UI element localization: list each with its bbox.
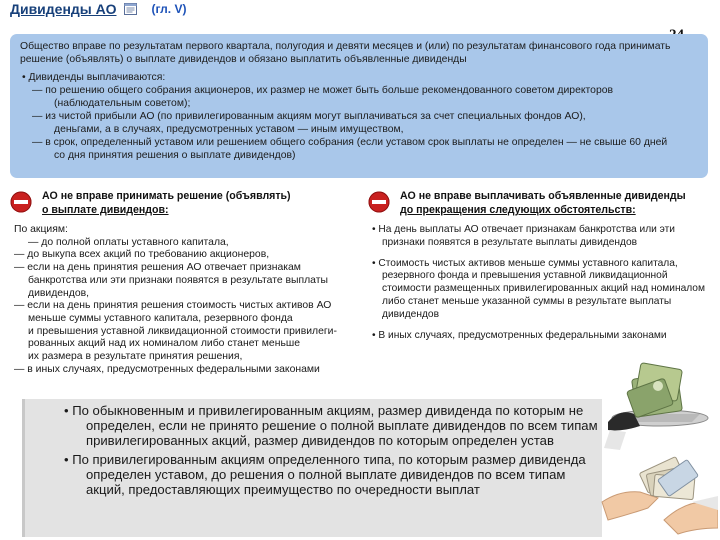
right-heading-line: АО не вправе выплачивать объявленные дивиденды <box>400 190 686 202</box>
left-column-heading <box>10 189 350 217</box>
info-item: со дня принятия решения о выплате дивидендов) <box>54 150 296 161</box>
left-heading-line: АО не вправе принимать решение (объявлять) <box>42 190 291 202</box>
list-item: — если на день принятия решения АО отвечает признакам <box>14 262 301 274</box>
list-item: банкротства или эти признаки появятся в результате выплаты <box>28 274 328 286</box>
money-platter-image <box>604 363 708 450</box>
info-paragraph: Общество вправе по результатам первого квартала, полугодия и девяти месяцев и (или) по результатам финансового года принимать решение (объявлять) о выплате дивидендов и обязано выплатить объявленные дивиденды <box>20 41 671 65</box>
hands-with-banknotes-image <box>602 457 718 534</box>
list-item: — если на день принятия решения стоимость чистых активов АО <box>14 300 332 312</box>
info-item: — в срок, определенный уставом или решением общего собрания (если уставом срок выплаты не определен — не свыше 60 дней <box>32 137 668 148</box>
no-entry-icon <box>10 191 32 213</box>
right-column-heading <box>368 189 708 217</box>
info-item: — по решению общего собрания акционеров, их размер не может быть больше рекомендованного советом директоров <box>32 85 614 96</box>
list-item: • По привилегированным акциям определенного типа, по которым размер дивиденда определен уставом, до решения о полной выплате дивидендов по всем типам акций, предоставляющих преимущество по очередности выплат <box>64 452 586 497</box>
list-item: • В иных случаях, предусмотренных федеральными законами <box>372 329 667 341</box>
no-entry-icon <box>368 191 390 213</box>
right-heading-line: до прекращения следующих обстоятельств: <box>400 204 636 216</box>
list-item: — до выкупа всех акций по требованию акционеров, <box>14 249 270 261</box>
right-prohibition-list <box>372 224 708 350</box>
list-item: • По обыкновенным и привилегированным акциям, размер дивиденда по которым не определен, если не принято решение о полной выплате дивидендов по всем типам привилегированных акций, размер дивидендов по которым определен устав <box>64 403 598 448</box>
info-item: (наблюдательным советом); <box>54 98 191 109</box>
list-item: • Стоимость чистых активов меньше суммы уставного капитала, резервного фонда и превышения уставной ликвидационной стоимости размещенных привилегированных акций над номиналом либо станет меньше указанной суммы в результате выплаты дивидендов <box>372 257 705 320</box>
page-title: Дивиденды АО <box>10 1 117 17</box>
left-prohibition-list <box>12 224 350 376</box>
info-item: деньгами, а в случаях, предусмотренных уставом — иным имуществом, <box>54 124 404 135</box>
left-heading-line: о выплате дивидендов: <box>42 204 169 216</box>
bottom-list <box>62 404 602 503</box>
left-heading-text <box>42 189 291 217</box>
list-item: и превышения уставной ликвидационной стоимости привилеги- <box>28 325 337 337</box>
document-icon[interactable] <box>124 3 137 15</box>
list-item: их размера в результате принятия решения, <box>28 351 243 363</box>
article-reference: (гл. V) <box>151 2 187 16</box>
list-item: меньше суммы уставного капитала, резервного фонда <box>28 312 293 324</box>
right-heading-text <box>400 189 686 217</box>
info-item: — из чистой прибыли АО (по привилегированным акциям могут выплачиваться за счет специальных фондов АО), <box>32 111 586 122</box>
money-illustration <box>600 352 718 538</box>
info-bullet-text: Дивиденды выплачиваются: <box>28 72 166 83</box>
dividend-info-box <box>10 34 708 178</box>
list-item: дивидендов, <box>28 287 90 299</box>
list-item: — в иных случаях, предусмотренных федеральными законами <box>14 363 320 375</box>
list-item: рованных акций над их номиналом либо станет меньше <box>28 338 300 350</box>
info-bullet-label: • Дивиденды выплачиваются: <box>22 72 166 83</box>
list-item: • На день выплаты АО отвечает признакам банкротства или эти признаки появятся в результате выплаты дивидендов <box>372 224 676 248</box>
list-item: — до полной оплаты уставного капитала, <box>28 236 229 248</box>
list-item: По акциям: <box>14 224 68 235</box>
header <box>10 0 186 18</box>
